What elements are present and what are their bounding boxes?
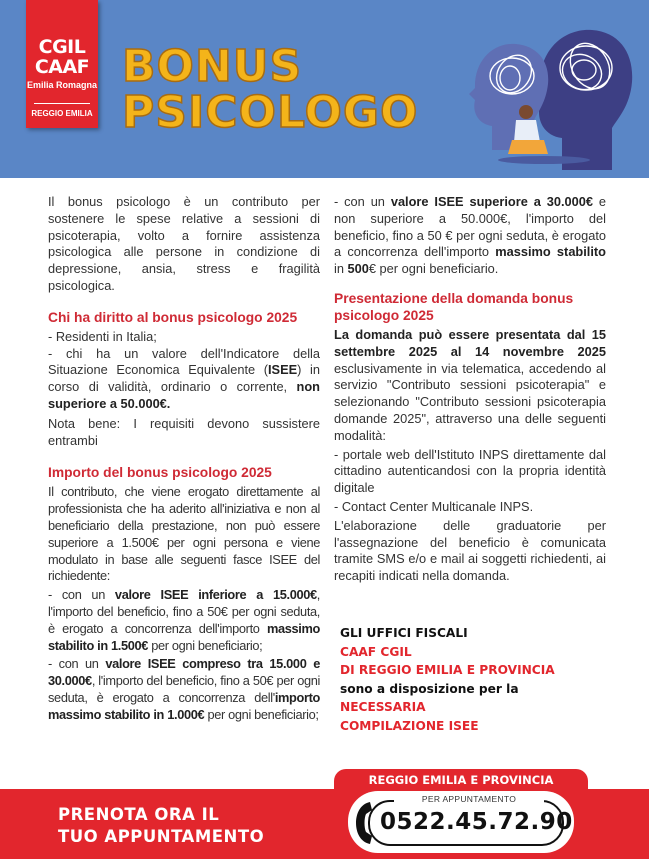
left-column xyxy=(48,194,320,724)
logo-cgil: CGIL xyxy=(38,36,86,58)
requirement-residency: - Residenti in Italia; xyxy=(48,328,157,344)
application-body: esclusivamente in via telematica, accedendo al servizio "Contributo sessioni psicoterapia" e selezionando "Contributo sessioni psicoterapia domande 2025", attraverso una delle seguenti modalità: xyxy=(334,360,606,443)
mode-inps-portal: - portale web dell'Istituto INPS direttamente dal cittadino autenticandosi con la propria identità digitale xyxy=(334,446,606,496)
band-3 xyxy=(334,194,606,278)
band-1-max: massimo stabilito in 1.500€ xyxy=(48,620,320,653)
band-1-b: , l'importo del beneficio, fino a 50€ per ogni seduta, è erogato a concorrenza dell'importo xyxy=(48,587,320,636)
band-1 xyxy=(48,587,320,654)
req-isee-acronym: ISEE xyxy=(268,362,298,378)
fiscal-line2: CAAF CGIL xyxy=(340,644,412,659)
band-2-b: , l'importo del beneficio, fino a 50€ per ogni seduta, è erogato a concorrenza dell' xyxy=(48,673,320,705)
band-2-isee: valore ISEE compreso tra 15.000 e 30.000€ xyxy=(48,656,320,689)
ranking-text: L'elaborazione delle graduatorie per l'assegnazione del beneficio è comunicata tramite SMS e/o e mail ai soggetti richiedenti, ai recapiti indicati nella domanda. xyxy=(334,517,606,584)
band-1-isee: valore ISEE inferiore a 15.000€ xyxy=(114,587,317,603)
note-text: Nota bene: I requisiti devono sussistere entrambi xyxy=(48,415,320,448)
application-text xyxy=(334,327,606,445)
band-2-max: importo massimo stabilito in 1.000€ xyxy=(48,689,320,722)
head-tangled-thoughts-icon xyxy=(452,20,637,170)
band-3-d: € per ogni beneficiario. xyxy=(368,261,499,277)
band-1-c: per ogni beneficiario; xyxy=(148,637,263,653)
fiscal-offices-notice xyxy=(340,624,630,735)
amount-text: Il contributo, che viene erogato direttamente al professionista che ha aderito all'iniziativa e non al beneficiario della prestazione, non può essere superiore a 1.500€ per ogni persona e viene modulato in base alle seguenti fasce ISEE del richiedente: xyxy=(48,484,320,584)
fiscal-line1: GLI UFFICI FISCALI xyxy=(340,626,468,640)
req-isee-text-b: ) in corso di validità, ordinario o corrente, xyxy=(48,362,320,395)
band-3-a: - con un xyxy=(334,194,391,209)
band-3-c: in xyxy=(334,261,348,277)
logo-city: REGGIO EMILIA xyxy=(31,109,93,118)
footer-tab: REGGIO EMILIA E PROVINCIA xyxy=(334,769,588,791)
logo-region: Emilia Romagna xyxy=(26,80,98,90)
mode-contact-center: - Contact Center Multicanale INPS. xyxy=(334,498,534,514)
fiscal-line6: COMPILAZIONE ISEE xyxy=(340,718,479,733)
cta-line2: TUO APPUNTAMENTO xyxy=(58,827,265,846)
band-2 xyxy=(48,656,320,723)
band-1-a: - con un xyxy=(48,587,115,603)
band-3-amount: 500 xyxy=(347,261,369,277)
fiscal-line3: DI REGGIO EMILIA E PROVINCIA xyxy=(340,663,555,677)
page-title xyxy=(122,41,419,138)
band-3-isee: valore ISEE superiore a 30.000€ xyxy=(390,194,593,209)
req-isee-text-a: - chi ha un valore dell'Indicatore della Situazione Economica Equivalente ( xyxy=(48,345,320,378)
cgil-caaf-logo xyxy=(26,0,98,128)
logo-divider xyxy=(34,103,90,104)
band-3-max: massimo stabilito xyxy=(495,244,606,260)
band-2-c: per ogni beneficiario; xyxy=(204,706,319,722)
logo-caaf: CAAF xyxy=(34,56,90,78)
intro-text: Il bonus psicologo è un contributo per sostenere le spese relative a sessioni di psicoterapia, volto a fornire assistenza psicologica alle persone in condizione di depressione, ansia, stress e fragilità psicologica. xyxy=(48,194,320,293)
band-3-b: e non superiore a 50.000€, l'importo del beneficio, fino a 50 € per ogni seduta, è erogato a concorrenza dell'importo xyxy=(334,194,606,260)
heading-application: Presentazione della domanda bonus psicologo 2025 xyxy=(334,290,574,323)
req-isee-limit: non superiore a 50.000€. xyxy=(48,379,320,411)
title-line2: PSICOLOGO xyxy=(122,87,419,138)
phone-number[interactable]: 0522.45.72.90 xyxy=(380,809,573,835)
fiscal-line4: sono a disposizione per la xyxy=(340,681,519,696)
cta-line1: PRENOTA ORA IL xyxy=(58,805,220,824)
appointment-label: PER APPUNTAMENTO xyxy=(394,794,544,804)
heading-amount: Importo del bonus psicologo 2025 xyxy=(48,465,272,481)
heading-eligibility: Chi ha diritto al bonus psicologo 2025 xyxy=(48,309,298,325)
fiscal-line5: NECESSARIA xyxy=(340,700,426,714)
band-2-a: - con un xyxy=(48,656,106,672)
requirement-isee xyxy=(48,346,320,413)
right-column xyxy=(334,194,606,585)
phone-handset-icon xyxy=(352,800,374,846)
application-dates: La domanda può essere presentata dal 15 settembre 2025 al 14 novembre 2025 xyxy=(334,326,606,359)
title-line1: BONUS xyxy=(122,41,303,92)
book-appointment-cta[interactable] xyxy=(58,804,264,848)
